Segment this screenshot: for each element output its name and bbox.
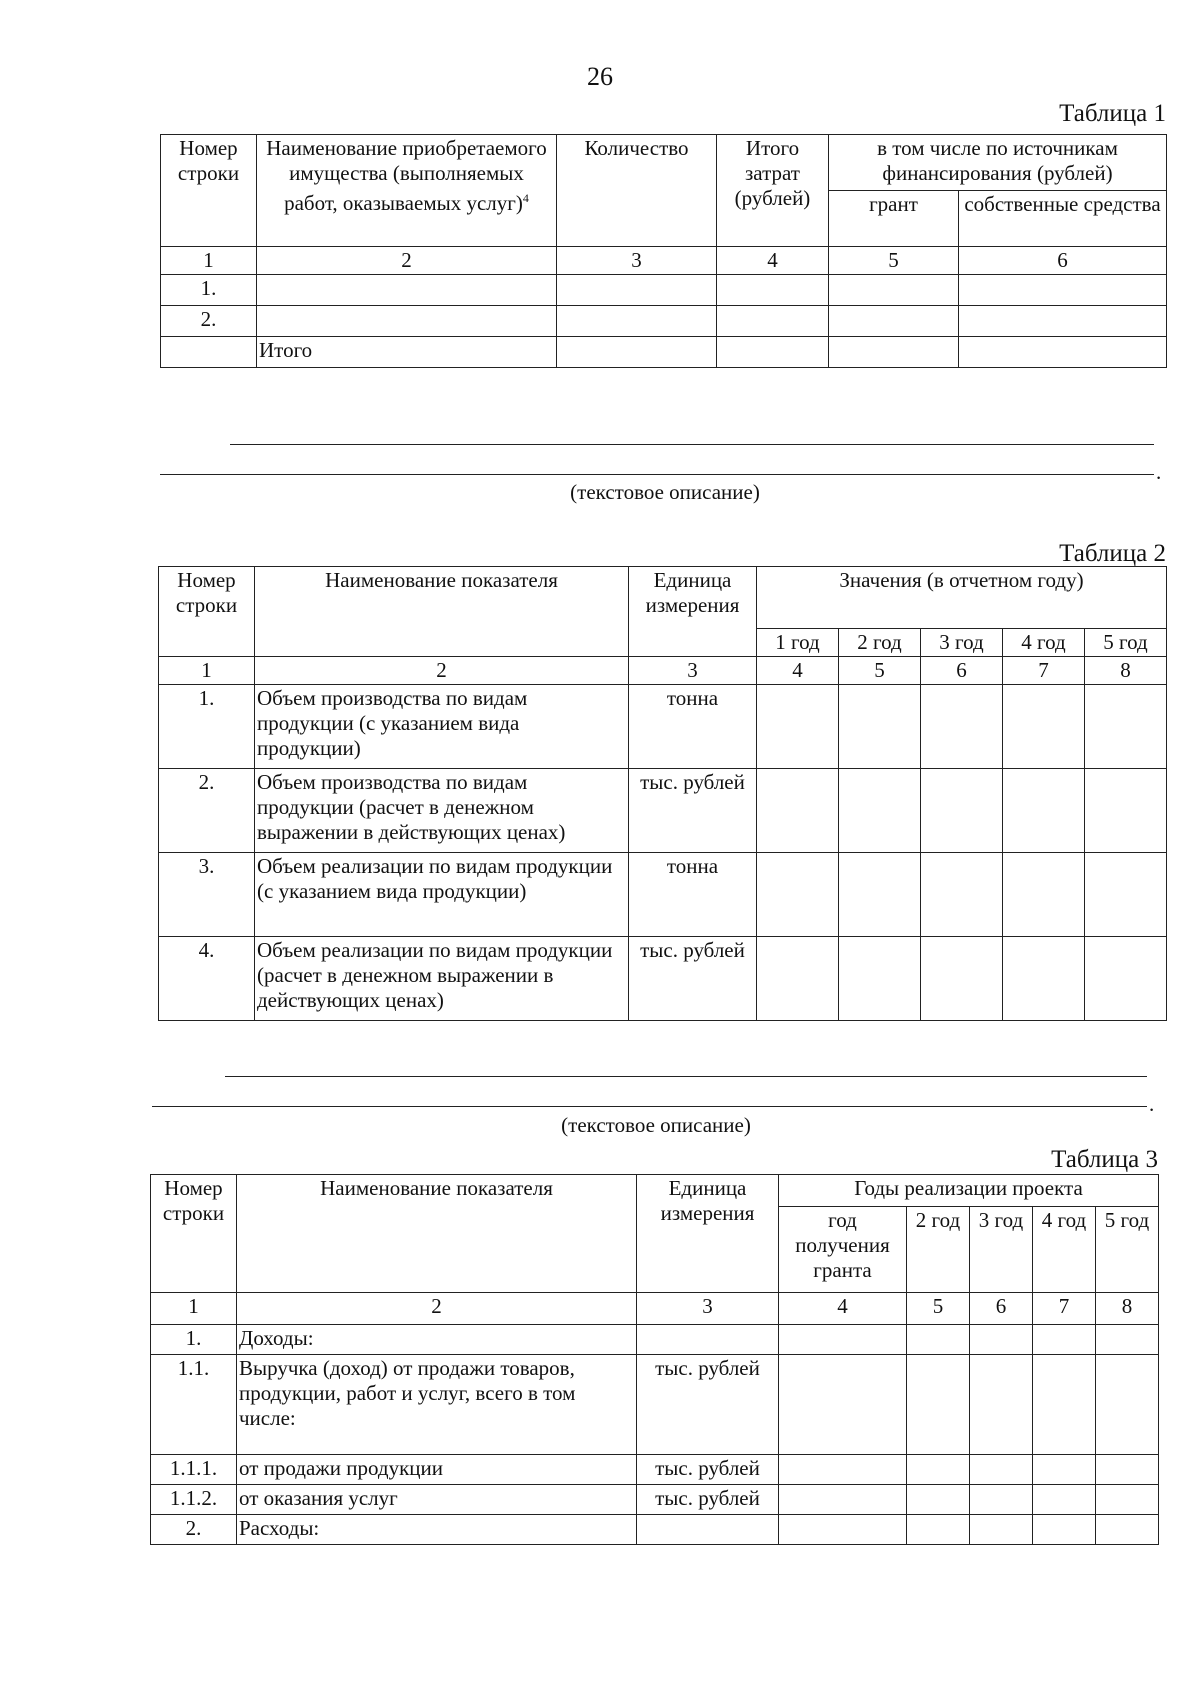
t3-row-name: от продажи продукции: [237, 1455, 637, 1485]
t2-row-unit: тонна: [629, 853, 757, 937]
t3-row-unit: тыс. рублей: [637, 1355, 779, 1455]
t1-colnum: 1: [161, 247, 257, 275]
t2-row-name: Объем реализации по видам продукции (с указанием вида продукции): [255, 853, 629, 937]
t1-header-grant: грант: [829, 191, 959, 247]
table-row: [151, 1325, 1159, 1355]
t2-cell: [921, 937, 1003, 1021]
t3-header-year: 4 год: [1033, 1207, 1096, 1293]
description-line: [152, 1106, 1147, 1107]
t1-cell: [717, 275, 829, 306]
t2-cell: [921, 685, 1003, 769]
t3-header-unit: Единица измерения: [637, 1175, 779, 1293]
t1-cell: [829, 275, 959, 306]
t2-header-year: 5 год: [1085, 629, 1167, 657]
t3-row-name: Доходы:: [237, 1325, 637, 1355]
t3-cell: [779, 1455, 907, 1485]
t3-header-year: 2 год: [907, 1207, 970, 1293]
t3-cell: [1096, 1515, 1159, 1545]
text-description-caption: (текстовое описание): [561, 1113, 751, 1137]
t3-colnum: 5: [907, 1293, 970, 1325]
t3-row-unit: [637, 1515, 779, 1545]
t1-header-sources: в том числе по источникам финансирования (рублей): [829, 135, 1167, 191]
t3-row-unit: тыс. рублей: [637, 1455, 779, 1485]
t1-cell: [557, 306, 717, 337]
t3-cell: [970, 1515, 1033, 1545]
t1-cell: [257, 306, 557, 337]
t1-colnum: 6: [959, 247, 1167, 275]
t2-row-unit: тыс. рублей: [629, 937, 757, 1021]
t2-colnum: 4: [757, 657, 839, 685]
table2-caption: Таблица 2: [1059, 540, 1166, 567]
t3-row-name: Выручка (доход) от продажи товаров, продукции, работ и услуг, всего в том числе:: [237, 1355, 637, 1455]
t3-cell: [1033, 1355, 1096, 1455]
table-row: [161, 275, 1167, 306]
t3-cell: [970, 1455, 1033, 1485]
table3-caption: Таблица 3: [1051, 1146, 1158, 1173]
table-row: [159, 769, 1167, 853]
t3-colnum: 7: [1033, 1293, 1096, 1325]
t1-column-numbers: [161, 247, 1167, 275]
t1-cell: [717, 337, 829, 368]
table-row: [161, 337, 1167, 368]
t3-row-number: 1.1.: [151, 1355, 237, 1455]
t2-header-year: 3 год: [921, 629, 1003, 657]
table1-caption: Таблица 1: [1059, 100, 1166, 127]
t3-colnum: 8: [1096, 1293, 1159, 1325]
t2-cell: [921, 769, 1003, 853]
t3-cell: [1033, 1325, 1096, 1355]
t2-cell: [1085, 769, 1167, 853]
t2-cell: [1003, 937, 1085, 1021]
t1-row-number: 1.: [161, 275, 257, 306]
t2-row-name: Объем реализации по видам продукции (расчет в денежном выражении в действующих ценах): [255, 937, 629, 1021]
t3-header-year: 3 год: [970, 1207, 1033, 1293]
t1-colnum: 5: [829, 247, 959, 275]
table-row: [151, 1515, 1159, 1545]
description-line: [230, 444, 1154, 445]
t1-cell: [829, 337, 959, 368]
t3-cell: [907, 1355, 970, 1455]
t2-header-name: Наименование показателя: [255, 567, 629, 657]
t3-cell: [1096, 1485, 1159, 1515]
t3-colnum: 1: [151, 1293, 237, 1325]
t3-cell: [1096, 1325, 1159, 1355]
t3-colnum: 6: [970, 1293, 1033, 1325]
t2-column-numbers: [159, 657, 1167, 685]
t1-colnum: 3: [557, 247, 717, 275]
t3-colnum: 3: [637, 1293, 779, 1325]
t2-header-row-number: Номер строки: [159, 567, 255, 657]
t2-cell: [1003, 853, 1085, 937]
t2-colnum: 6: [921, 657, 1003, 685]
t3-cell: [1096, 1455, 1159, 1485]
t3-row-unit: тыс. рублей: [637, 1485, 779, 1515]
t3-colnum: 4: [779, 1293, 907, 1325]
t2-cell: [1003, 769, 1085, 853]
t2-cell: [839, 769, 921, 853]
t3-header-row-number: Номер строки: [151, 1175, 237, 1293]
t3-cell: [779, 1325, 907, 1355]
t2-colnum: 5: [839, 657, 921, 685]
t1-cell: [829, 306, 959, 337]
t3-column-numbers: [151, 1293, 1159, 1325]
t1-cell: [959, 275, 1167, 306]
t3-row-name: Расходы:: [237, 1515, 637, 1545]
t2-cell: [757, 937, 839, 1021]
t3-cell: [907, 1455, 970, 1485]
t2-row-number: 3.: [159, 853, 255, 937]
t1-header-row-number: Номер строки: [161, 135, 257, 247]
t1-cell: [717, 306, 829, 337]
text-description-caption: (текстовое описание): [570, 480, 760, 504]
t3-cell: [970, 1325, 1033, 1355]
t1-colnum: 4: [717, 247, 829, 275]
t1-header-quantity: Количество: [557, 135, 717, 247]
t2-header-year: 1 год: [757, 629, 839, 657]
t3-row-unit: [637, 1325, 779, 1355]
period-mark: .: [1156, 460, 1162, 484]
t2-cell: [1085, 685, 1167, 769]
t2-row-name: Объем производства по видам продукции (расчет в денежном выражении в действующих ценах): [255, 769, 629, 853]
t2-colnum: 7: [1003, 657, 1085, 685]
t1-colnum: 2: [257, 247, 557, 275]
t2-colnum: 1: [159, 657, 255, 685]
t3-header-year: год получения гранта: [779, 1207, 907, 1293]
t3-header-year: 5 год: [1096, 1207, 1159, 1293]
table-row: [151, 1455, 1159, 1485]
t2-header-unit: Единица измерения: [629, 567, 757, 657]
t1-cell: [557, 275, 717, 306]
page-number: 26: [587, 62, 613, 91]
t2-colnum: 8: [1085, 657, 1167, 685]
t3-cell: [970, 1485, 1033, 1515]
t3-cell: [1096, 1355, 1159, 1455]
t1-cell: [557, 337, 717, 368]
t1-header-total: Итого затрат (рублей): [717, 135, 829, 247]
t3-cell: [907, 1325, 970, 1355]
t3-row-number: 1.1.1.: [151, 1455, 237, 1485]
description-line: [225, 1076, 1147, 1077]
t2-cell: [1003, 685, 1085, 769]
description-line: [160, 474, 1154, 475]
t1-footnote-mark: 4: [522, 191, 529, 205]
t1-cell: [257, 275, 557, 306]
period-mark: .: [1149, 1092, 1155, 1116]
t1-cell: [959, 306, 1167, 337]
t3-cell: [1033, 1485, 1096, 1515]
table-row: [161, 306, 1167, 337]
t2-cell: [1085, 937, 1167, 1021]
t3-row-name: от оказания услуг: [237, 1485, 637, 1515]
t3-cell: [1033, 1515, 1096, 1545]
t1-total-label: Итого: [257, 337, 557, 368]
t2-cell: [921, 853, 1003, 937]
t2-row-unit: тыс. рублей: [629, 769, 757, 853]
t3-cell: [779, 1515, 907, 1545]
table1: [160, 134, 1167, 368]
t2-row-number: 1.: [159, 685, 255, 769]
t2-header-year: 2 год: [839, 629, 921, 657]
t2-row-unit: тонна: [629, 685, 757, 769]
t2-cell: [839, 685, 921, 769]
t1-row-number: 2.: [161, 306, 257, 337]
t2-row-name: Объем производства по видам продукции (с указанием вида продукции): [255, 685, 629, 769]
table3: [150, 1174, 1159, 1545]
t2-header-values: Значения (в отчетном году): [757, 567, 1167, 629]
t1-header-name: Наименование приобретаемого имущества (выполняемых работ, оказываемых услуг)$^4$: [257, 135, 557, 247]
t3-colnum: 2: [237, 1293, 637, 1325]
table-row: [151, 1485, 1159, 1515]
t3-cell: [1033, 1455, 1096, 1485]
t2-row-number: 2.: [159, 769, 255, 853]
t1-cell: [161, 337, 257, 368]
table-row: [159, 853, 1167, 937]
table-row: [159, 685, 1167, 769]
table-row: [151, 1355, 1159, 1455]
t3-cell: [907, 1515, 970, 1545]
t2-cell: [1085, 853, 1167, 937]
t3-cell: [907, 1485, 970, 1515]
t2-colnum: 3: [629, 657, 757, 685]
t2-cell: [839, 937, 921, 1021]
t2-cell: [757, 853, 839, 937]
table-row: [159, 937, 1167, 1021]
t2-row-number: 4.: [159, 937, 255, 1021]
t3-cell: [970, 1355, 1033, 1455]
t3-row-number: 1.: [151, 1325, 237, 1355]
t2-header-year: 4 год: [1003, 629, 1085, 657]
t1-cell: [959, 337, 1167, 368]
t3-row-number: 2.: [151, 1515, 237, 1545]
t3-cell: [779, 1485, 907, 1515]
table2: [158, 566, 1167, 1021]
t3-cell: [779, 1355, 907, 1455]
t3-header-years-group: Годы реализации проекта: [779, 1175, 1159, 1207]
t2-cell: [757, 685, 839, 769]
t3-header-name: Наименование показателя: [237, 1175, 637, 1293]
t1-header-own: собственные средства: [959, 191, 1167, 247]
t2-colnum: 2: [255, 657, 629, 685]
t2-cell: [757, 769, 839, 853]
t3-row-number: 1.1.2.: [151, 1485, 237, 1515]
t2-cell: [839, 853, 921, 937]
